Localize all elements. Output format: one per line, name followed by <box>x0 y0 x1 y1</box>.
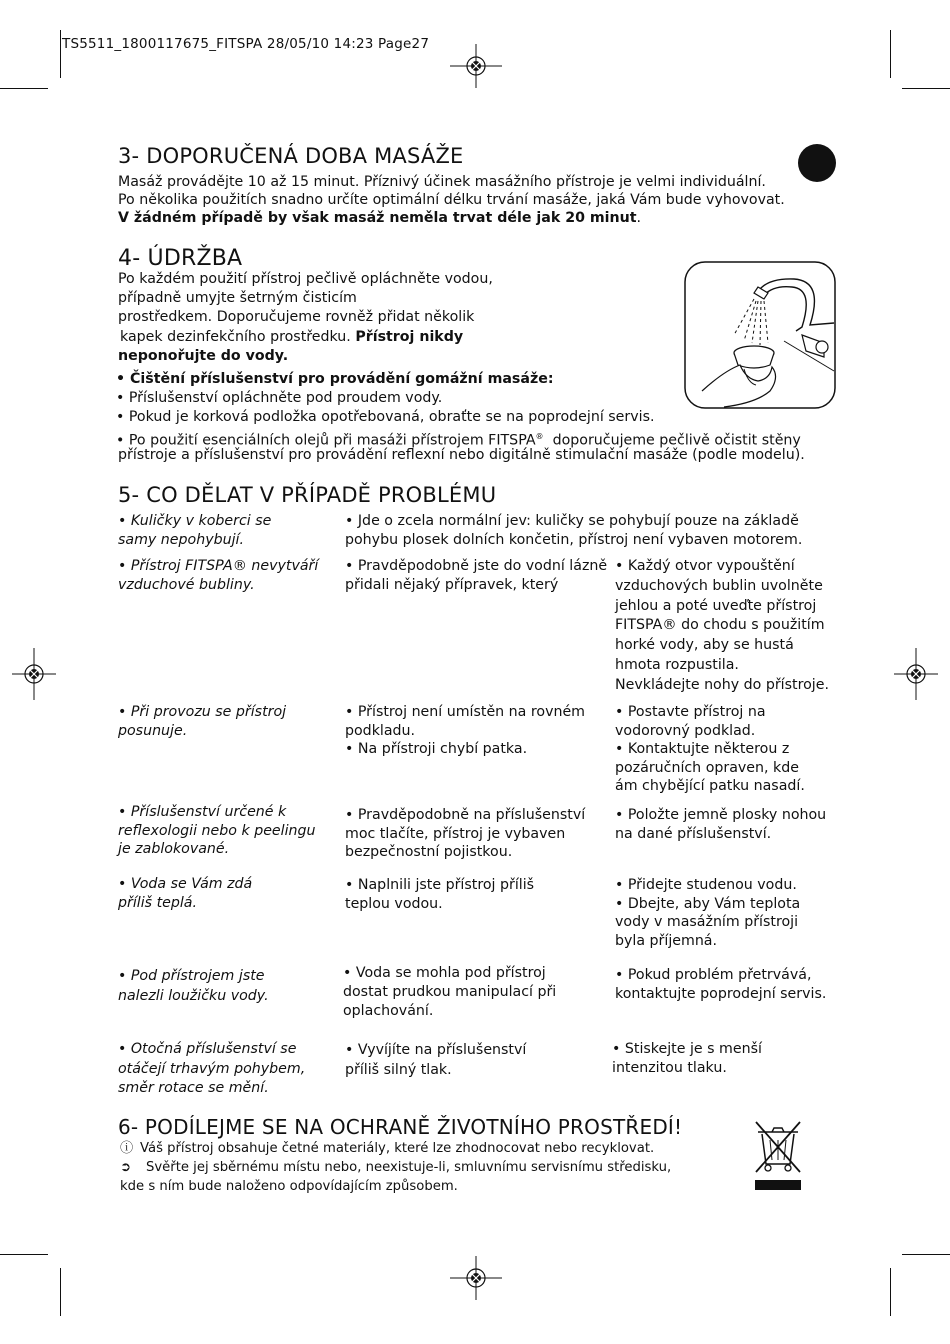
registration-mark-icon <box>450 44 502 88</box>
solution-cell: • Přidejte studenou vodu. • Dbejte, aby Vám teplota vody v masážním přístroji byla příjemná. <box>615 877 801 949</box>
cause-cell: • Přístroj není umístěn na rovném podkladu. • Na přístroji chybí patka. <box>345 704 586 757</box>
print-slug: TS5511_1800117675_FITSPA 28/05/10 14:23 Page27 <box>62 36 430 52</box>
section-3-line-3: V žádném případě by však masáž neměla trvat déle jak 20 minut. <box>118 210 642 226</box>
crop-mark <box>0 88 48 89</box>
section-4-para-line-1: Po každém použití přístroj pečlivě opláchněte vodou, <box>118 271 493 287</box>
cause-cell: • Pravděpodobně na příslušenství moc tlačíte, přístroj je vybaven bezpečnostní pojistkou. <box>345 807 586 860</box>
section-3-title: 3- DOPORUČENÁ DOBA MASÁŽE <box>118 144 464 168</box>
problem-cell: • Přístroj FITSPA® nevytváří vzduchové bubliny. <box>118 558 319 593</box>
section-6-title: 6- PODÍLEJME SE NA OCHRANĚ ŽIVOTNÍHO PROSTŘEDÍ! <box>118 1115 683 1139</box>
section-3-warning: V žádném případě by však masáž neměla trvat déle jak 20 minut <box>118 210 637 226</box>
problem-cell: • Pod přístrojem jste nalezli loužičku vody. <box>118 968 269 1004</box>
section-4-para-line-4: kapek dezinfekčního prostředku. Přístroj nikdy <box>120 329 464 345</box>
solution-cell: • Pokud problém přetrvává, kontaktujte poprodejní servis. <box>615 967 827 1002</box>
section-6-line-3: kde s ním bude naloženo odpovídajícím způsobem. <box>120 1179 458 1194</box>
section-4-bullet-4-cont: přístroje a příslušenství pro provádění reflexní nebo digitálně stimulační masáže (podle modelu). <box>118 447 805 463</box>
crop-mark <box>60 1268 61 1316</box>
section-4-bullet-2: • Příslušenství opláchněte pod proudem vody. <box>116 390 443 406</box>
problem-cell: • Příslušenství určené k reflexologii nebo k peelingu je zablokované. <box>118 804 316 857</box>
crop-mark <box>0 1254 48 1255</box>
problem-cell: • Při provozu se přístroj posunuje. <box>118 704 287 739</box>
section-4-para-line-2: případně umyjte šetrným čisticím <box>118 290 357 306</box>
crop-mark <box>890 30 891 78</box>
solution-cell: • Stiskejte je s menší intenzitou tlaku. <box>612 1041 762 1076</box>
section-4-bullet-4: • Po použití esenciálních olejů při masáži přístrojem FITSPA® doporučujeme pečlivě očistit stěny <box>116 432 801 449</box>
cause-cell: • Voda se mohla pod přístroj dostat prudkou manipulací při oplachování. <box>343 965 557 1019</box>
registration-mark-icon <box>894 648 938 700</box>
problem-cell: • Kuličky v koberci se samy nepohybují. <box>118 513 272 548</box>
crop-mark <box>902 88 950 89</box>
cause-cell: • Naplnili jste přístroj příliš teplou vodou. <box>345 877 535 912</box>
section-5-title: 5- CO DĚLAT V PŘÍPADĚ PROBLÉMU <box>118 483 497 507</box>
solution-cell: • Postavte přístroj na vodorovný podklad. • Kontaktujte některou z pozáručních opraven, kde ám chybějící patku nasadí. <box>615 704 805 794</box>
section-6-line-2: ➲ Svěřte jej sběrnému místu nebo, neexistuje-li, smluvnímu servisnímu středisku, <box>120 1158 671 1178</box>
section-4-para-line-5: neponořujte do vody. <box>118 348 289 364</box>
cause-cell: • Pravděpodobně jste do vodní lázně přidali nějaký přípravek, který <box>345 558 608 593</box>
section-3-line-1: Masáž provádějte 10 až 15 minut. Příznivý účinek masážního přístroje je velmi individuální. <box>118 174 766 190</box>
crop-mark <box>902 1254 950 1255</box>
crop-mark <box>60 30 61 78</box>
crop-mark <box>890 1268 891 1316</box>
black-circle-icon <box>798 144 836 182</box>
arrow-icon: ➲ <box>120 1160 132 1175</box>
problem-cell: • Voda se Vám zdá příliš teplá. <box>118 876 253 911</box>
info-icon: ⓘ <box>120 1141 134 1156</box>
section-3-line-2: Po několika použitích snadno určíte optimální délku trvání masáže, jaká Vám bude vyhovovat. <box>118 192 785 208</box>
section-4-para-line-3: prostředkem. Doporučujeme rovněž přidat několik <box>118 309 475 325</box>
cause-cell: • Jde o zcela normální jev: kuličky se pohybují pouze na základě pohybu plosek dolních končetin, přístroj není vybaven motorem. <box>345 513 803 548</box>
section-4-title: 4- ÚDRŽBA <box>118 246 243 271</box>
cause-cell: • Vyvíjíte na příslušenství příliš silný tlak. <box>345 1042 527 1078</box>
section-6-line-1: ⓘ Váš přístroj obsahuje četné materiály, které lze zhodnocovat nebo recyklovat. <box>120 1139 654 1159</box>
registration-mark-icon <box>12 648 56 700</box>
solution-cell: • Položte jemně plosky nohou na dané příslušenství. <box>615 807 827 842</box>
section-4-bullet-3: • Pokud je korková podložka opotřebovaná, obraťte se na poprodejní servis. <box>116 409 655 425</box>
problem-cell: • Otočná příslušenství se otáčejí trhavým pohybem, směr rotace se mění. <box>118 1041 306 1096</box>
section-4-bullet-1: • Čištění příslušenství pro provádění gomážní masáže: <box>116 371 554 387</box>
faucet-rinse-illustration <box>684 261 836 409</box>
crossed-out-wheelie-bin-icon <box>752 1118 804 1192</box>
registration-mark-icon <box>450 1256 502 1300</box>
solution-cell: • Každý otvor vypouštění vzduchových bublin uvolněte jehlou a poté uveďte přístroj FITSPA® do chodu s použitím horké vody, aby se hustá hmota rozpustila. Nevkládejte nohy do přístroje. <box>615 558 829 693</box>
